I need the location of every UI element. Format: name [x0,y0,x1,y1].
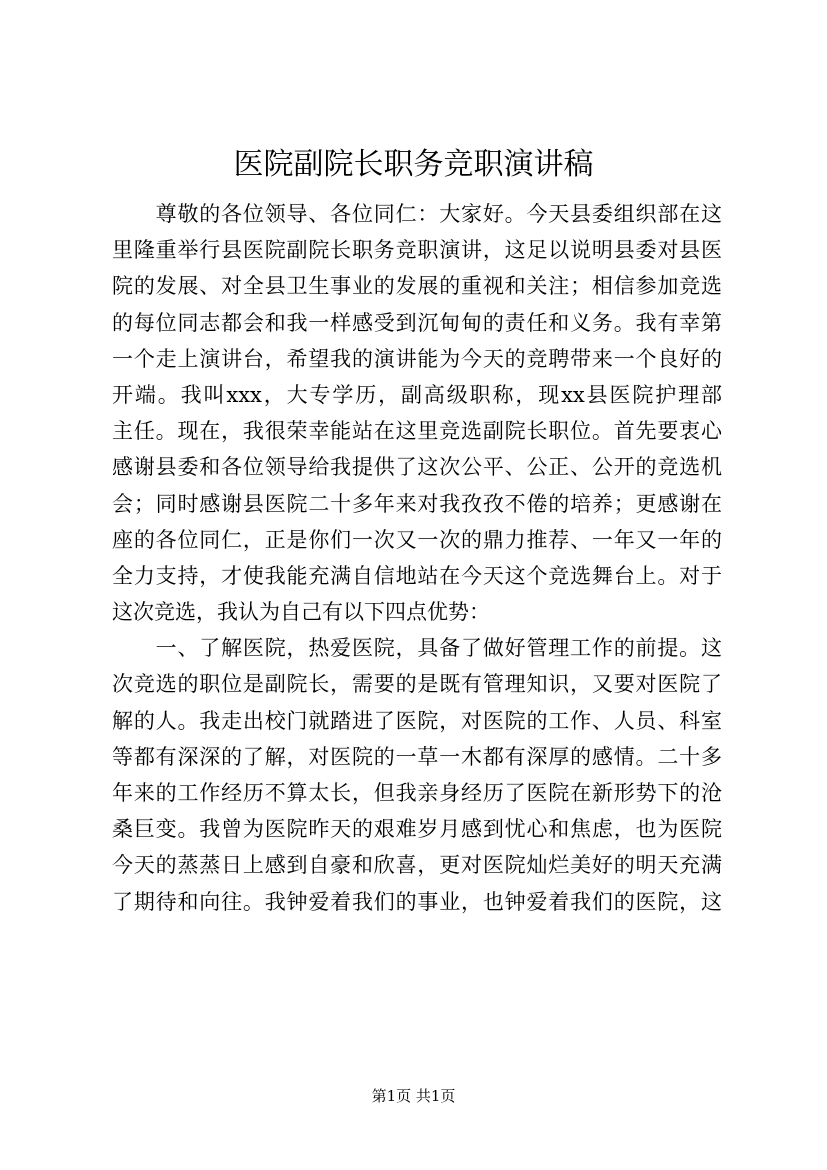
text-line: 等都有深深的了解，对医院的一草一木都有深厚的感情。二十多 [112,744,722,769]
text-line: 开端。我叫xxx，大专学历，副高级职称，现xx县医院护理部 [112,382,722,407]
text-line: 年来的工作经历不算太长，但我亲身经历了医院在新形势下的沧 [112,781,722,805]
text-line: 主任。现在，我很荣幸能站在这里竞选副院长职位。首先要衷心 [112,419,722,444]
text-line: 解的人。我走出校门就踏进了医院，对医院的工作、人员、科室 [112,708,722,733]
document-title: 医院副院长职务竞职演讲稿 [233,147,594,182]
text-line: 的每位同志都会和我一样感受到沉甸甸的责任和义务。我有幸第 [112,310,722,335]
text-line: 这次竞选，我认为自己有以下四点优势： [112,600,490,625]
paragraph-2 [112,630,722,920]
text-line: 全力支持，才使我能充满自信地站在今天这个竞选舞台上。对于 [112,563,722,588]
text-line: 座的各位同仁，正是你们一次又一次的鼎力推荐、一年又一年的 [112,527,722,552]
text-line: 感谢县委和各位领导给我提供了这次公平、公正、公开的竞选机 [112,455,722,480]
text-line: 了期待和向往。我钟爱着我们的事业，也钟爱着我们的医院，这 [112,889,722,914]
text-line: 次竞选的职位是副院长，需要的是既有管理知识，又要对医院了 [112,672,722,697]
text-line: 桑巨变。我曾为医院昨天的艰难岁月感到忧心和焦虑，也为医院 [112,817,722,842]
text-line: 一个走上演讲台，希望我的演讲能为今天的竞聘带来一个良好的 [112,346,722,371]
document-body [112,196,722,920]
text-line: 今天的蒸蒸日上感到自豪和欣喜，更对医院灿烂美好的明天充满 [112,853,722,878]
text-line: 尊敬的各位领导、各位同仁：大家好。今天县委组织部在这 [112,202,722,226]
paragraph-1 [112,196,722,630]
text-line: 里隆重举行县医院副院长职务竞职演讲，这足以说明县委对县医 [112,238,722,263]
text-line: 院的发展、对全县卫生事业的发展的重视和关注；相信参加竞选 [112,274,722,299]
text-line: 会；同时感谢县医院二十多年来对我孜孜不倦的培养；更感谢在 [112,491,722,516]
page-footer: 第1页 共1页 [371,1087,456,1105]
text-line: 一、了解医院，热爱医院，具备了做好管理工作的前提。这 [112,636,722,661]
